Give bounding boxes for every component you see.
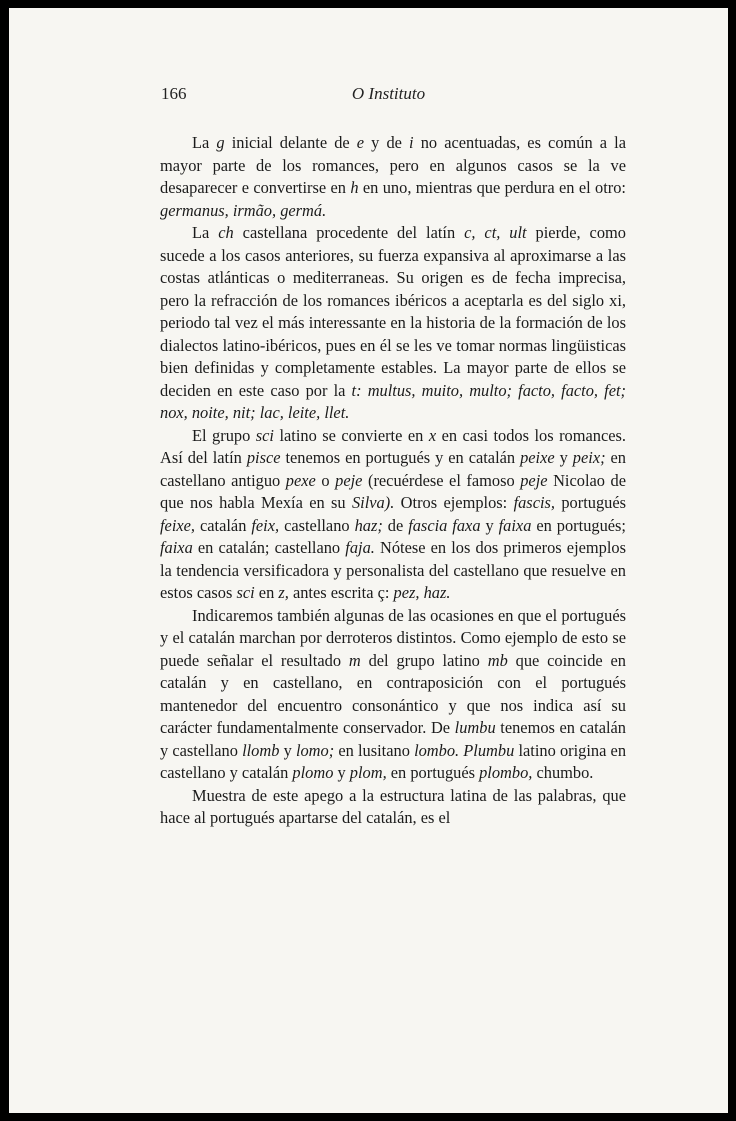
italic-text: fascis,	[513, 493, 555, 512]
page-header	[9, 84, 728, 108]
text-run: en	[254, 583, 279, 602]
italic-text: lumbu	[454, 718, 496, 737]
italic-text: pexe	[285, 470, 316, 490]
text-run: y de	[364, 133, 410, 152]
text-run: no acentuadas, es común a la mayor parte de los romances, pero en algunos casos se la ve desaparecer e convertirse en	[160, 133, 626, 197]
italic-text: m	[348, 650, 361, 670]
text-run: pierde, como sucede a los casos anteriores, su fuerza expansiva al aproximarse a las costas atlánticas o mediterraneas. Su origen es de fecha imprecisa, pero la refracción de los romances ibéricos a aceptarla es del siglo xi, periodo tal vez el más interessante en la historia de la formación de los dialectos latino-ibéricos, pues en él se les ve tomar normas lingüisticas bien definidas y completamente estables. La mayor parte de ellos se deciden en este caso por la	[160, 223, 626, 400]
text-run: tenemos en portugués y en catalán	[280, 448, 521, 467]
text-run: La	[192, 133, 217, 152]
italic-text: peje	[335, 470, 363, 490]
paragraph	[160, 785, 626, 830]
text-run: en catalán; castellano	[192, 538, 346, 557]
text-run: latino origina en castellano y catalán	[160, 740, 627, 782]
text-run: Nicolao de que nos habla Mexía en su	[160, 470, 626, 512]
text-run: y	[554, 448, 573, 467]
italic-text: t: multus, muito, multo; facto, facto, fet; nox, noite, nit; lac, leite, llet.	[160, 380, 626, 422]
text-run: de	[382, 515, 409, 535]
paragraph	[160, 132, 626, 222]
italic-text: i	[409, 133, 414, 152]
text-run: o	[315, 470, 336, 490]
italic-text: e	[356, 133, 365, 152]
italic-text: pisce	[246, 448, 281, 467]
paragraph	[160, 425, 626, 605]
text-run: en lusitano	[334, 740, 415, 760]
text-run: en uno, mientras que perdura en el otro:	[358, 178, 626, 197]
italic-text: lombo. Plumbu	[414, 740, 515, 760]
italic-text: h	[350, 178, 359, 197]
italic-text: haz;	[354, 515, 383, 535]
text-run: en portugués;	[531, 515, 626, 535]
text-run: Nótese en los dos primeros ejemplos la tendencia versificadora y personalista del castellano que resuelve en estos casos	[160, 538, 626, 602]
text-run: y	[333, 763, 350, 782]
italic-text: lomo;	[295, 740, 335, 760]
text-run: latino se convierte en	[273, 425, 429, 445]
italic-text: faixa	[498, 515, 532, 535]
italic-text: peixe	[520, 448, 555, 467]
italic-text: fascia faxa	[408, 515, 481, 535]
italic-text: germanus, irmão, germá.	[160, 200, 327, 220]
text-run: que coincide en catalán y en castellano, en contraposición con el portugués mantenedor del encuentro consonántico y que nos indica así su carácter fundamentalmente conservador. De	[160, 650, 626, 737]
text-run: catalán	[195, 515, 252, 535]
italic-text: z,	[278, 583, 289, 602]
italic-text: g	[216, 133, 225, 152]
italic-text: llomb	[242, 740, 280, 760]
text-run: Muestra de este apego a la estructura latina de las palabras, que hace al portugués apartarse del catalán, es el	[160, 785, 626, 827]
italic-text: feix,	[251, 515, 280, 535]
text-run: del grupo latino	[360, 650, 488, 670]
text-run: La	[192, 223, 219, 242]
italic-text: x	[428, 425, 437, 445]
text-run: castellano	[279, 515, 355, 535]
page-number: 166	[161, 84, 187, 103]
book-page	[9, 8, 728, 1113]
italic-text: Silva).	[351, 493, 395, 512]
text-run: portugués	[555, 493, 626, 512]
italic-text: c, ct, ult	[464, 223, 527, 242]
text-run: inicial delante de	[224, 133, 357, 152]
text-run: y	[279, 740, 296, 760]
page-body	[160, 132, 626, 830]
italic-text: plomo	[292, 763, 334, 782]
italic-text: plombo,	[479, 763, 533, 782]
italic-text: plom,	[349, 763, 387, 782]
text-run: El grupo	[192, 425, 256, 445]
paragraph	[160, 222, 626, 425]
text-run: en portugués	[386, 763, 480, 782]
paragraph	[160, 605, 626, 785]
running-title: O Instituto	[351, 84, 426, 103]
italic-text: mb	[487, 650, 508, 670]
text-run: en casi todos los romances. Así del latín	[160, 425, 626, 467]
text-run: Otros ejemplos:	[394, 493, 514, 512]
italic-text: peix;	[572, 448, 606, 467]
italic-text: ch	[218, 223, 234, 242]
italic-text: faja.	[345, 538, 375, 557]
italic-text: peje	[520, 470, 548, 490]
text-run: y	[480, 515, 499, 535]
italic-text: sci	[255, 425, 274, 445]
text-run: en castellano antiguo	[160, 448, 626, 490]
text-run: tenemos en catalán y castellano	[160, 718, 626, 760]
italic-text: sci	[236, 583, 255, 602]
italic-text: feixe,	[160, 515, 196, 535]
text-run: antes escrita ç:	[288, 583, 394, 602]
italic-text: faixa	[160, 538, 193, 557]
text-run: chumbo.	[532, 763, 594, 782]
text-run: castellana procedente del latín	[233, 223, 465, 242]
text-run: (recuérdese el famoso	[362, 470, 521, 490]
text-run: Indicaremos también algunas de las ocasiones en que el portugués y el catalán marchan por derroteros distintos. Como ejemplo de esto se puede señalar el resultado	[160, 605, 626, 670]
italic-text: pez, haz.	[393, 583, 451, 602]
